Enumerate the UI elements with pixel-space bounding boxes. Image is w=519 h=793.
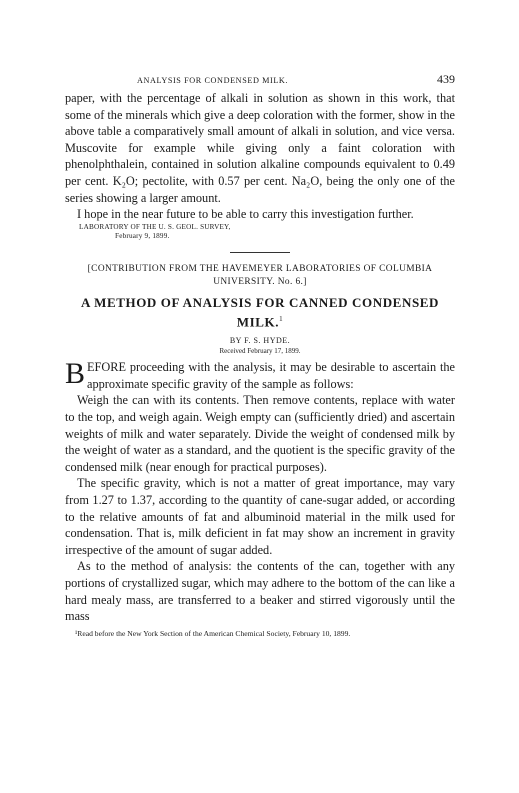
laboratory-line: LABORATORY OF THE U. S. GEOL. SURVEY,: [79, 222, 231, 231]
footnote-marker: 1: [279, 314, 284, 323]
running-title: ANALYSIS FOR CONDENSED MILK.: [137, 76, 289, 85]
article-title-line-2: MILK.$^1$: [236, 314, 284, 330]
intro-paragraph: paper, with the percentage of alkali in solution as shown in this work, that some of the minerals which give a deep coloration with the former, show in the above table a comparatively small amount of alkali in solution, and vice versa. Muscovite for example while giving only a faint coloration with phenolphthalein, contained in solution alkaline compounds equivalent to 0.49 per cent. K₂O; pectolite, with 0.57 per cent. Na₂O, being the only one of the series showing a larger amount.: [65, 91, 455, 205]
contribution-line-1: [CONTRIBUTION FROM THE HAVEMEYER LABORATORIES OF COLUMBIA: [87, 263, 433, 274]
footnote: ¹Read before the New York Section of the American Chemical Society, February 10, 1899.: [75, 628, 351, 638]
contribution-line-2: UNIVERSITY. No. 6.]: [213, 276, 307, 287]
laboratory-date: February 9, 1899.: [115, 232, 170, 241]
article-title: [65, 294, 455, 330]
contribution-note: [65, 263, 455, 289]
article-title-line-1: A METHOD OF ANALYSIS FOR CANNED CONDENSED: [80, 294, 440, 310]
paragraph-1-text: EFORE proceeding with the analysis, it may be desirable to ascertain the approximate specific gravity of the sample as follows:: [87, 360, 455, 391]
section-divider: [230, 252, 290, 253]
author-byline: BY F. S. HYDE.: [229, 336, 291, 346]
paragraph-3: The specific gravity, which is not a matter of great importance, may vary from 1.27 to 1.37, according to the quantity of cane-sugar added, or according to the relative amounts of fat and albuminoid material in the milk used for condensation. That is, milk deficient in fat may show an increment in gravity irrespective of the amount of sugar added.: [65, 476, 455, 557]
drop-cap: B: [65, 357, 86, 391]
page-number: 439: [437, 72, 455, 86]
page-header: [65, 72, 455, 90]
laboratory-signature: [79, 223, 455, 242]
paragraph-2: Weigh the can with its contents. Then remove contents, replace with water to the top, and weigh again. Weigh empty can (sufficiently dried) and ascertain weights of milk and water separately. Divide the weight of condensed milk by the weight of water as a standard, and the quotient is the specific gravity of the condensed milk (near enough for practical purposes).: [65, 393, 455, 474]
hope-paragraph: I hope in the near future to be able to carry this investigation further.: [77, 207, 414, 222]
paragraph-4: As to the method of analysis: the contents of the can, together with any portions of crystallized sugar, which may adhere to the bottom of the can like a hard mealy mass, are transferred to a beaker and stirred vigorously until the mass: [65, 559, 455, 624]
paragraph-1: [65, 359, 455, 392]
page: [65, 72, 455, 639]
received-date: Received February 17, 1899.: [219, 347, 301, 356]
